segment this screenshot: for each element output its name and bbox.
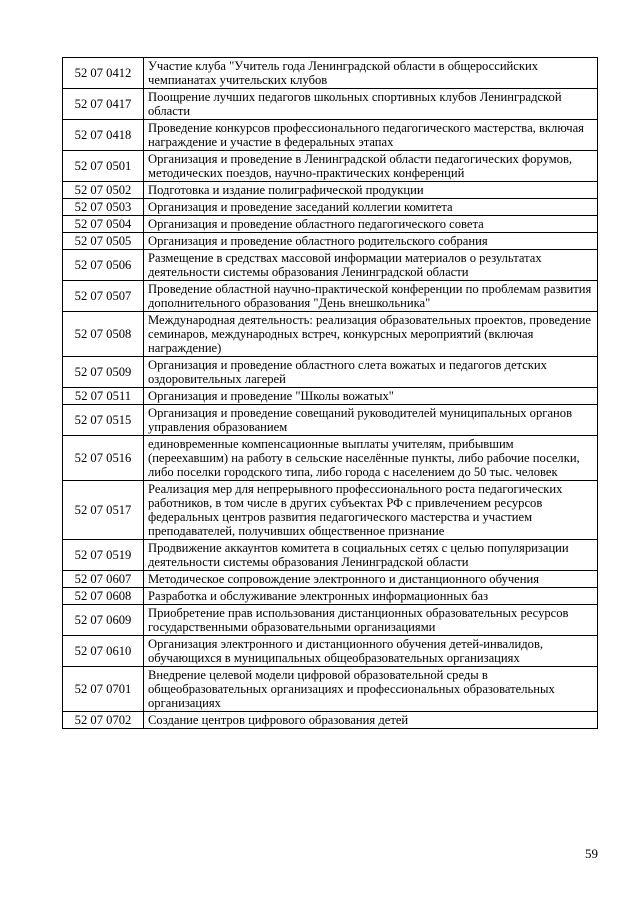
row-code: 52 07 0509 [63, 357, 144, 388]
row-code: 52 07 0517 [63, 481, 144, 540]
table-row [63, 120, 598, 151]
row-code: 52 07 0508 [63, 312, 144, 357]
row-description: Продвижение аккаунтов комитета в социальных сетях с целью популяризации деятельности системы образования Ленинградской области [144, 540, 598, 571]
row-description: Методическое сопровождение электронного и дистанционного обучения [144, 571, 598, 588]
row-code: 52 07 0702 [63, 712, 144, 729]
row-description: Приобретение прав использования дистанционных образовательных ресурсов государственными образовательными организациями [144, 605, 598, 636]
row-description: Организация и проведение областного слета вожатых и педагогов детских оздоровительных лагерей [144, 357, 598, 388]
row-description: Реализация мер для непрерывного профессионального роста педагогических работников, в том числе в других субъектах РФ с привлечением ресурсов федеральных центров развития педагогического мастерства и участием преподавателей, получивших общественное признание [144, 481, 598, 540]
table-row [63, 199, 598, 216]
table-row [63, 405, 598, 436]
table-row [63, 216, 598, 233]
row-description: единовременные компенсационные выплаты учителям, прибывшим (переехавшим) на работу в сельские населённые пункты, либо рабочие поселки, либо поселки городского типа, либо города с населением до 50 тыс. человек [144, 436, 598, 481]
table-row [63, 712, 598, 729]
row-code: 52 07 0412 [63, 58, 144, 89]
row-description: Организация и проведение областного родительского собрания [144, 233, 598, 250]
table-row [63, 436, 598, 481]
row-code: 52 07 0519 [63, 540, 144, 571]
row-description: Организация электронного и дистанционного обучения детей-инвалидов, обучающихся в муниципальных общеобразовательных организациях [144, 636, 598, 667]
row-code: 52 07 0505 [63, 233, 144, 250]
table-row [63, 571, 598, 588]
table-row [63, 151, 598, 182]
table-row [63, 636, 598, 667]
row-code: 52 07 0504 [63, 216, 144, 233]
row-description: Участие клуба "Учитель года Ленинградской области в общероссийских чемпианатах учительских клубов [144, 58, 598, 89]
row-description: Международная деятельность: реализация образовательных проектов, проведение семинаров, международных встреч, конкурсных мероприятий (включая награждение) [144, 312, 598, 357]
row-code: 52 07 0516 [63, 436, 144, 481]
table-row [63, 667, 598, 712]
row-code: 52 07 0507 [63, 281, 144, 312]
table-row [63, 357, 598, 388]
row-description: Организация и проведение "Школы вожатых" [144, 388, 598, 405]
row-description: Разработка и обслуживание электронных информационных баз [144, 588, 598, 605]
table-row [63, 182, 598, 199]
row-description: Организация и проведение заседаний коллегии комитета [144, 199, 598, 216]
row-description: Поощрение лучших педагогов школьных спортивных клубов Ленинградской области [144, 89, 598, 120]
row-description: Проведение областной научно-практической конференции по проблемам развития дополнительного образования "День внешкольника" [144, 281, 598, 312]
row-description: Подготовка и издание полиграфической продукции [144, 182, 598, 199]
table-row [63, 588, 598, 605]
row-description: Организация и проведение в Ленинградской области педагогических форумов, методических поездов, научно-практических конференций [144, 151, 598, 182]
table-row [63, 481, 598, 540]
table-row [63, 388, 598, 405]
table-row [63, 540, 598, 571]
row-code: 52 07 0417 [63, 89, 144, 120]
row-code: 52 07 0511 [63, 388, 144, 405]
row-code: 52 07 0503 [63, 199, 144, 216]
table-row [63, 233, 598, 250]
row-description: Организация и проведение областного педагогического совета [144, 216, 598, 233]
budget-codes-table [62, 57, 598, 729]
row-code: 52 07 0515 [63, 405, 144, 436]
table-row [63, 250, 598, 281]
table-row [63, 312, 598, 357]
row-code: 52 07 0501 [63, 151, 144, 182]
row-code: 52 07 0502 [63, 182, 144, 199]
row-description: Внедрение целевой модели цифровой образовательной среды в общеобразовательных организациях и профессиональных образовательных организациях [144, 667, 598, 712]
table-row [63, 89, 598, 120]
table-row [63, 605, 598, 636]
row-description: Проведение конкурсов профессионального педагогического мастерства, включая награждение и участие в федеральных этапах [144, 120, 598, 151]
row-code: 52 07 0607 [63, 571, 144, 588]
table-row [63, 58, 598, 89]
row-code: 52 07 0609 [63, 605, 144, 636]
row-code: 52 07 0701 [63, 667, 144, 712]
page-number: 59 [585, 846, 598, 861]
row-description: Размещение в средствах массовой информации материалов о результатах деятельности системы образования Ленинградской области [144, 250, 598, 281]
row-code: 52 07 0608 [63, 588, 144, 605]
row-code: 52 07 0506 [63, 250, 144, 281]
table-row [63, 281, 598, 312]
row-description: Организация и проведение совещаний руководителей муниципальных органов управления образованием [144, 405, 598, 436]
row-code: 52 07 0418 [63, 120, 144, 151]
table-body [63, 58, 598, 729]
row-code: 52 07 0610 [63, 636, 144, 667]
row-description: Создание центров цифрового образования детей [144, 712, 598, 729]
